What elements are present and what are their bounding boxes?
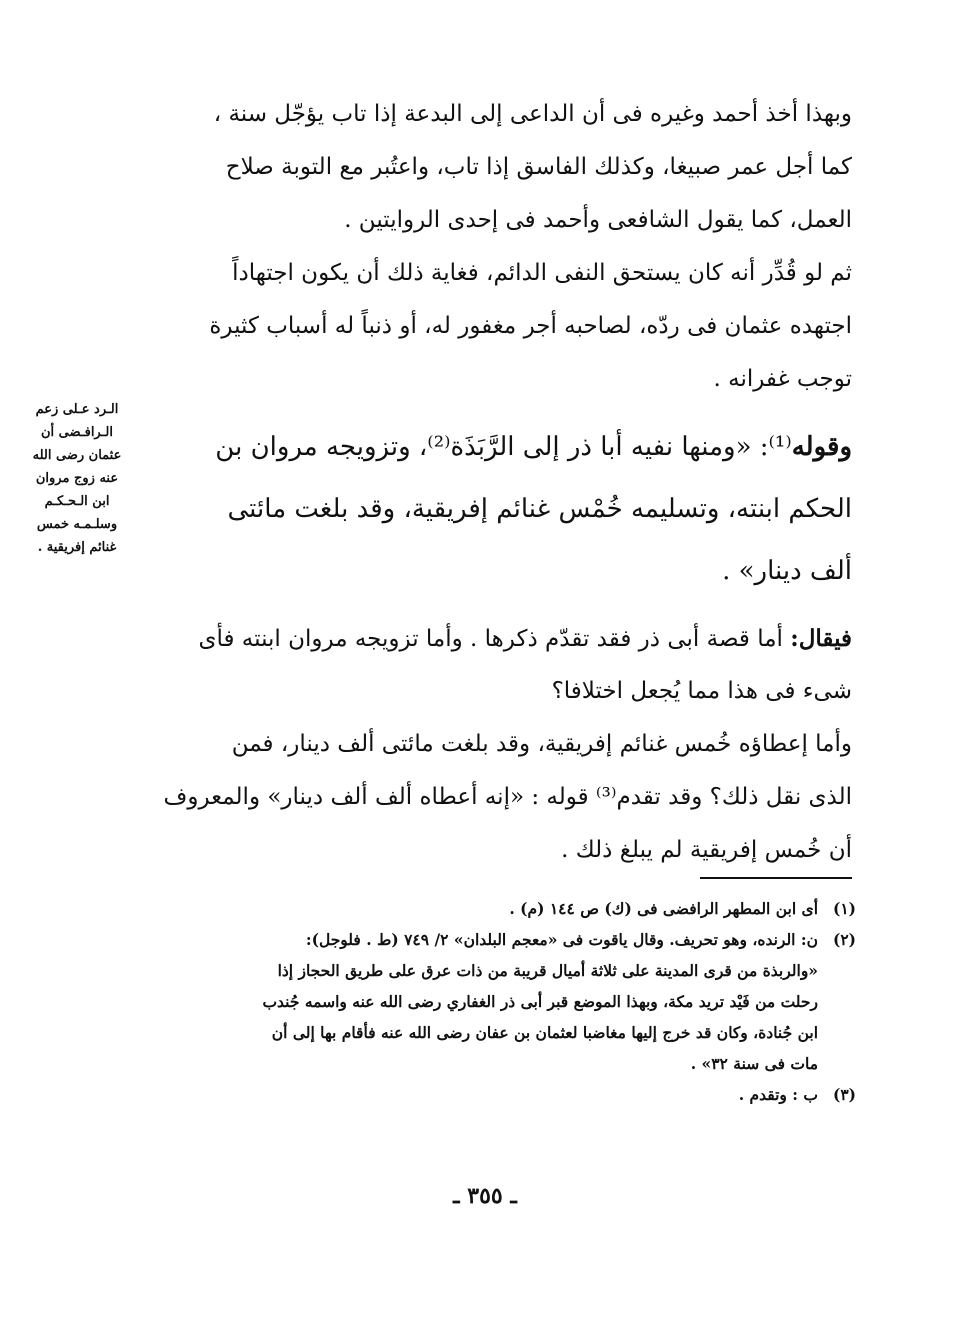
reply-paragraph [158, 612, 852, 718]
text-line: شىء فى هذا مما يُجعل اختلافا؟ [551, 678, 852, 704]
text-line: الحكم ابنته، وتسليمه خُمْس غنائم إفريقية، وقد بلغت مائتى [227, 494, 852, 524]
footnote-line: «والربذة من قرى المدينة على ثلاثة أميال قريبة من ذات عرق على طريق الحجاز إذا [277, 961, 818, 980]
paragraph-2 [158, 247, 852, 406]
margin-note-line: ابن الـحـكـم [44, 494, 110, 509]
text-line: توجب غفرانه . [713, 366, 852, 392]
quoted-claim [158, 416, 852, 602]
footnote-divider [700, 877, 852, 879]
text-line: وبهذا أخذ أحمد وغيره فى أن الداعى إلى البدعة إذا تاب يؤجّل سنة ، [213, 101, 852, 127]
main-text [158, 88, 852, 877]
footnote-3 [130, 1079, 856, 1110]
footnotes [130, 893, 856, 1110]
text-line: ألف دينار» . [722, 556, 852, 586]
text-line: العمل، كما يقول الشافعى وأحمد فى إحدى الروايتين . [344, 207, 852, 233]
footnote-line: ب : وتقدم . [738, 1085, 818, 1104]
footnote-text [130, 924, 818, 1079]
footnote-number: (٣) [832, 1085, 856, 1104]
footnote-2 [130, 924, 856, 1079]
footnote-text [130, 893, 818, 924]
reply-lead: فيقال: [790, 625, 852, 652]
footnote-text [130, 1079, 818, 1110]
margin-note-line: الـرد عـلى زعم [35, 402, 119, 417]
text-line: أن خُمس إفريقية لم يبلغ ذلك . [561, 837, 852, 863]
margin-note-line: غنائم إفريقية . [37, 540, 117, 555]
footnote-line: أى ابن المطهر الرافضى فى (ك) ص ١٤٤ (م) . [509, 899, 818, 918]
paragraph-3 [158, 718, 852, 877]
footnote-line: رحلت من فَيْد تريد مكة، وبهذا الموضع قبر أبى ذر الغفاري رضى الله عنه واسمه جُندب [262, 992, 818, 1011]
text-line: ثم لو قُدِّر أنه كان يستحق النفى الدائم، فغاية ذلك أن يكون اجتهاداً [232, 260, 852, 286]
margin-note [16, 398, 138, 559]
paragraph-1 [158, 88, 852, 247]
page-number: ـ ٣٥٥ ـ [453, 1183, 517, 1209]
quote-lead: وقوله [791, 432, 852, 462]
text-line: الذى نقل ذلك؟ وقد تقدم⁽³⁾ قوله : «إنه أعطاه ألف ألف دينار» والمعروف [163, 784, 852, 810]
footnote-line: ابن جُنادة، وكان قد خرج إليها مغاضبا لعثمان بن عفان رضى الله عنه فأقام بها إلى أن [271, 1023, 818, 1042]
text-line: كما أجل عمر صبيغا، وكذلك الفاسق إذا تاب، واعتُبر مع التوبة صلاح [225, 154, 852, 180]
reply-text: أما قصة أبى ذر فقد تقدّم ذكرها . وأما تزويجه مروان ابنته فأى [198, 626, 791, 652]
text-line: وأما إعطاؤه خُمس غنائم إفريقية، وقد بلغت مائتى ألف دينار، فمن [231, 731, 852, 757]
footnote-number: (١) [832, 899, 856, 918]
text-line: اجتهده عثمان فى ردّه، لصاحبه أجر مغفور له، أو ذنباً له أسباب كثيرة [209, 313, 852, 339]
footnote-number: (٢) [832, 930, 856, 949]
margin-note-line: وسلـمـه خمس [36, 517, 118, 532]
margin-note-line: عنه زوج مروان [35, 471, 119, 486]
footnote-line: مات فى سنة ٣٢» . [690, 1054, 818, 1073]
footnote-1 [130, 893, 856, 924]
footnote-line: ن: الرنده، وهو تحريف. وقال ياقوت فى «معجم البلدان» ٢/ ٧٤٩ (ط . فلوجل): [305, 930, 818, 949]
margin-note-line: الـرافـضى أن [41, 425, 113, 440]
text-line [158, 612, 852, 665]
margin-note-line: عثمان رضى الله [32, 448, 122, 463]
quote-text: ⁽¹⁾: «ومنها نفيه أبا ذر إلى الرَّبَذَة⁽²⁾، وتزويجه مروان بن [215, 432, 792, 462]
text-line [158, 416, 852, 478]
